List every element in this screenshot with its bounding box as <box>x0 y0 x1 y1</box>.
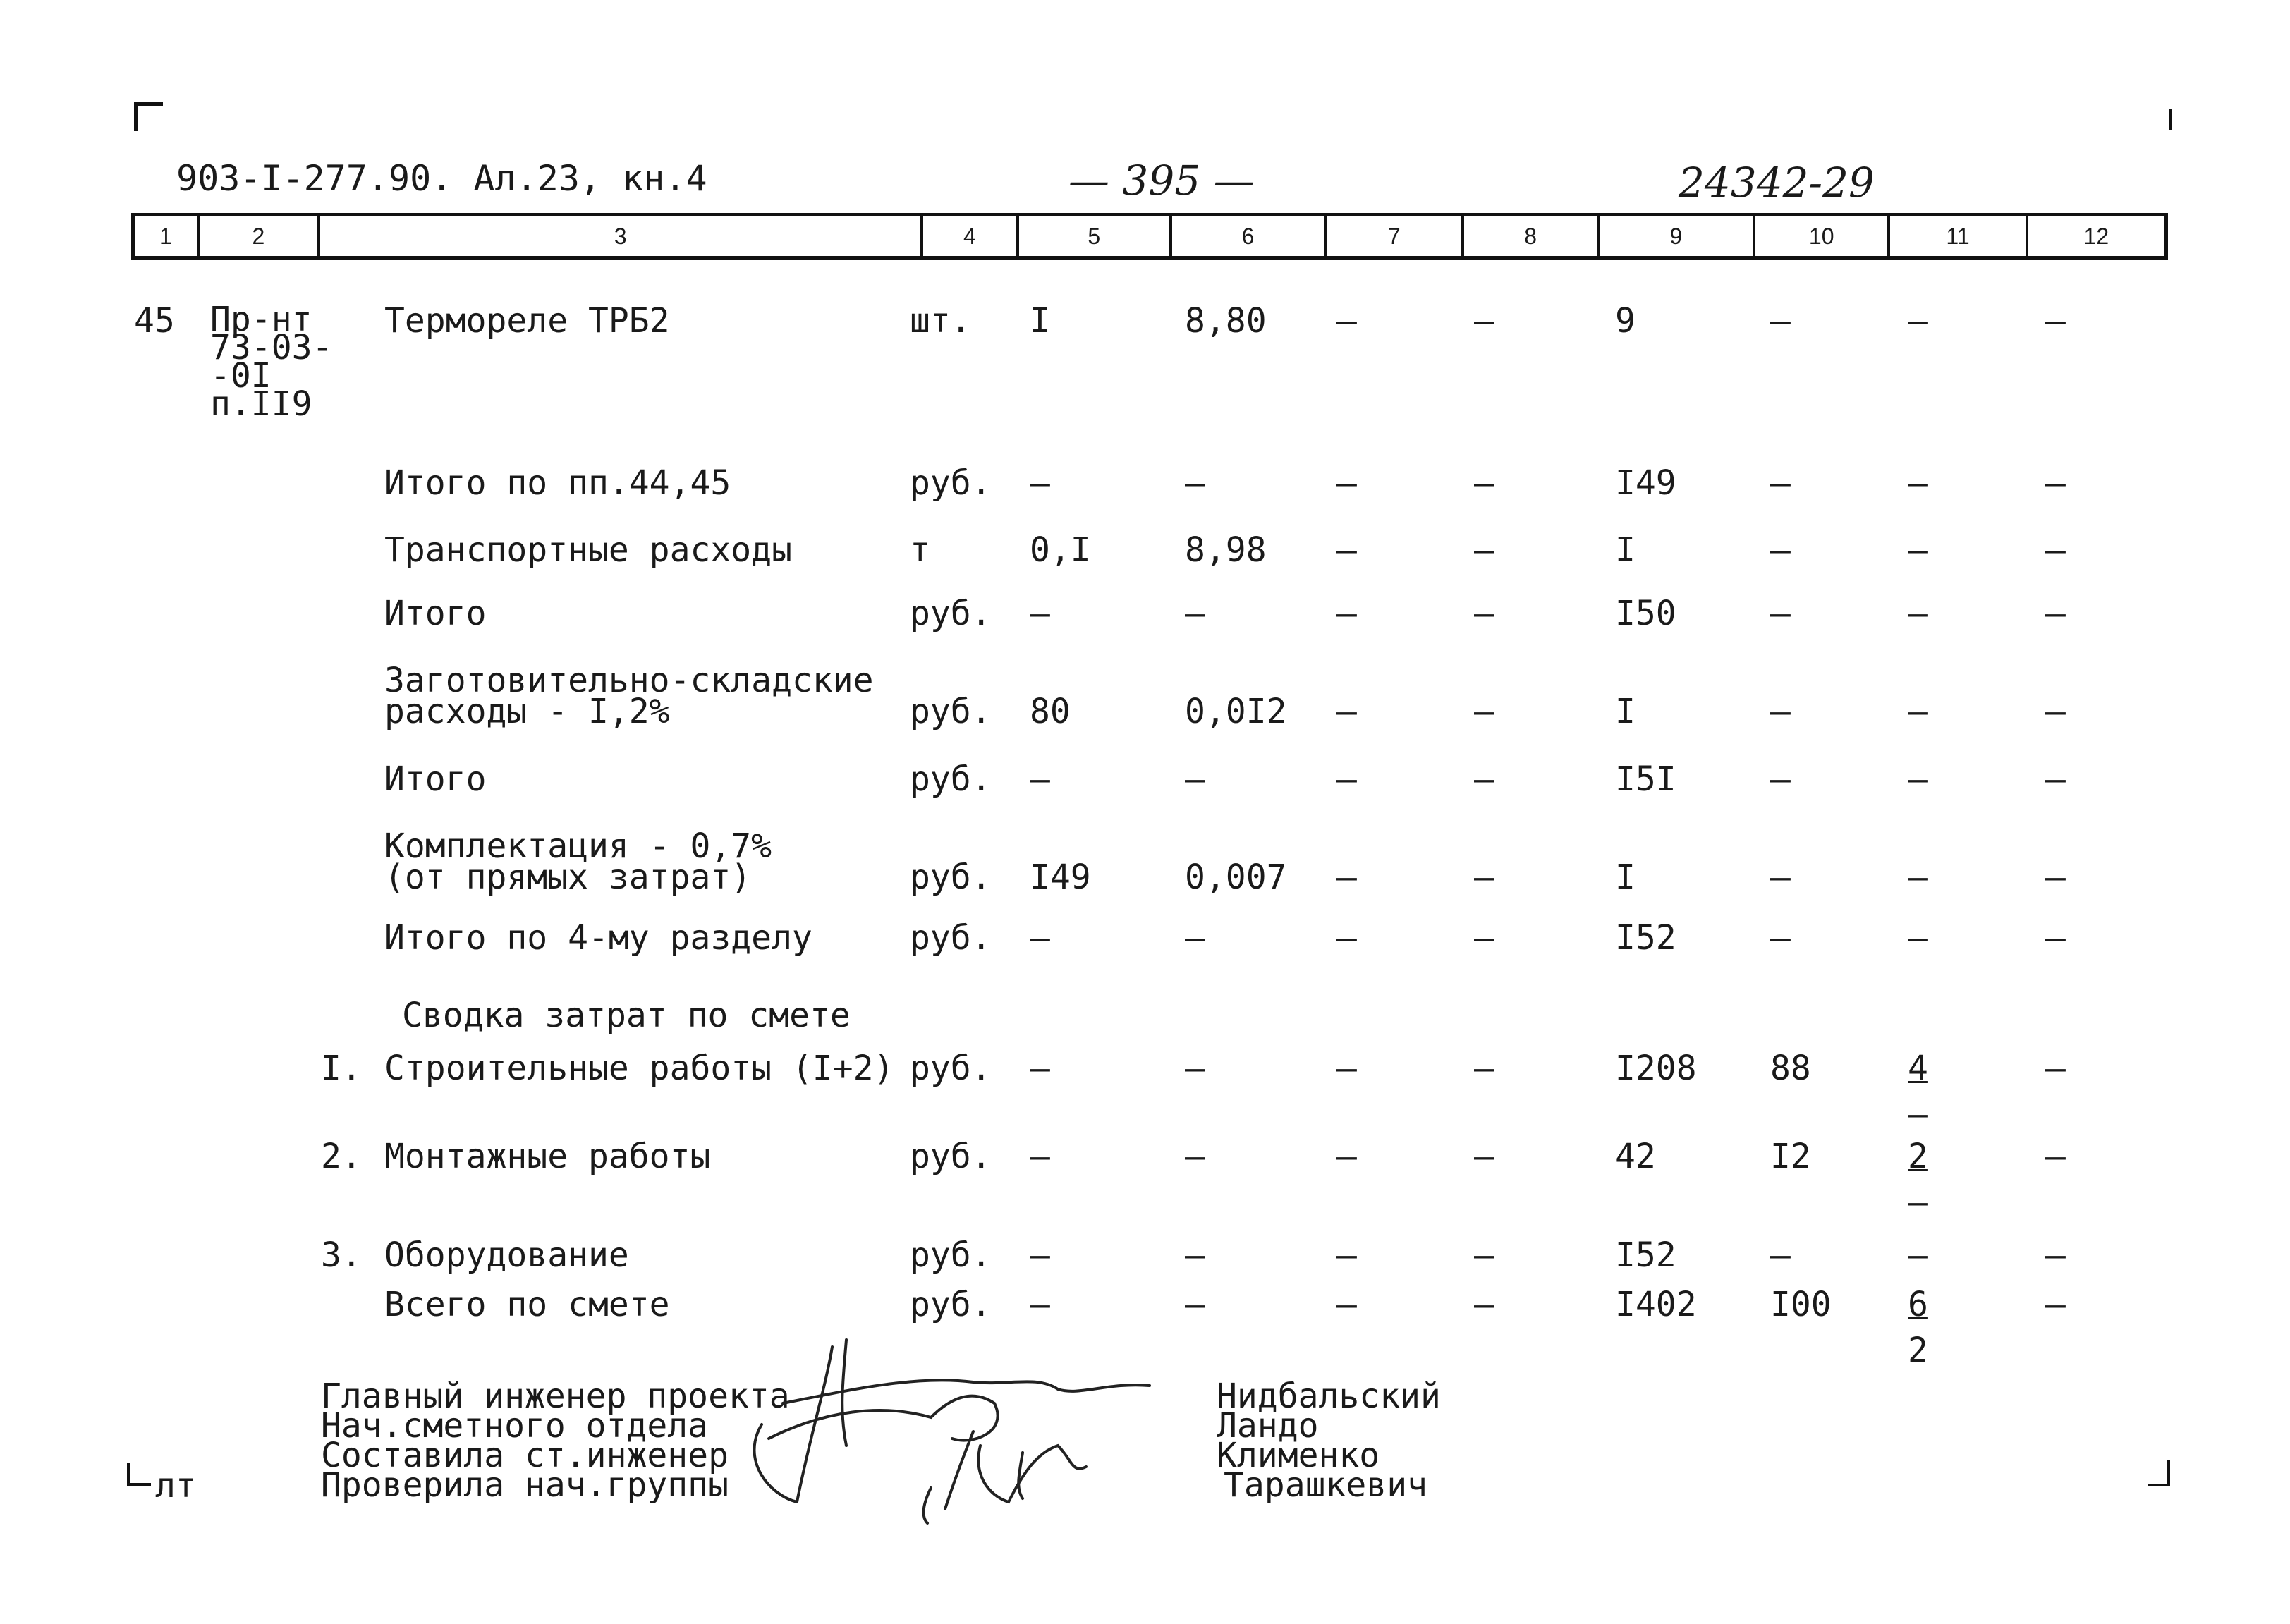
cell-unit: шт. <box>910 301 971 341</box>
cell-c8: – <box>1474 1137 1494 1176</box>
row-name: Итого <box>384 594 487 633</box>
corner-mark-top-left <box>134 102 163 131</box>
cell-c8: – <box>1474 463 1494 503</box>
cell-c9: 42 <box>1615 1137 1656 1176</box>
column-header-5: 5 <box>1019 216 1172 256</box>
cell-c11: – <box>1908 857 1928 897</box>
cell-c11-lower: – <box>1908 1183 1928 1222</box>
cell-c7: – <box>1336 301 1357 341</box>
row-reference: Пр-нт <box>210 300 312 339</box>
document-number: 24342-29 <box>1679 159 1875 207</box>
document-code: 903-I-277.90. Ал.23, кн.4 <box>176 158 707 199</box>
cell-c10: – <box>1770 463 1791 503</box>
signature-scribbles <box>741 1326 1164 1537</box>
column-header-2: 2 <box>200 216 320 256</box>
column-header-6: 6 <box>1172 216 1327 256</box>
row-name: Строительные работы (I+2) <box>384 1049 894 1088</box>
cell-c7: – <box>1336 1049 1357 1088</box>
signature-name: Тарашкевич <box>1224 1465 1427 1505</box>
row-name: Итого по пп.44,45 <box>384 463 731 503</box>
cell-c10: I00 <box>1770 1285 1832 1324</box>
cell-c11: – <box>1908 759 1928 799</box>
cell-c12: – <box>2045 692 2066 731</box>
cell-c11-lower: 2 <box>1908 1331 1928 1370</box>
cell-unit: руб. <box>910 1049 992 1088</box>
cell-c5: – <box>1030 463 1050 503</box>
cell-c12: – <box>2045 857 2066 897</box>
signature-name: Клименко <box>1217 1436 1380 1475</box>
cell-c5: – <box>1030 594 1050 633</box>
cell-c6: 0,0I2 <box>1185 692 1287 731</box>
column-header-3: 3 <box>320 216 923 256</box>
cell-c7: – <box>1336 463 1357 503</box>
cell-c12: – <box>2045 759 2066 799</box>
column-header-row <box>131 213 2168 260</box>
row-name: Всего по смете <box>384 1285 670 1324</box>
cell-c6: – <box>1185 1137 1205 1176</box>
cell-c10: – <box>1770 692 1791 731</box>
cell-c10: I2 <box>1770 1137 1811 1176</box>
row-section-number: I. <box>321 1049 362 1088</box>
cell-c10: 88 <box>1770 1049 1811 1088</box>
cell-c5: – <box>1030 1285 1050 1324</box>
cell-c12: – <box>2045 301 2066 341</box>
cell-c8: – <box>1474 594 1494 633</box>
cell-c9: I50 <box>1615 594 1676 633</box>
row-name: Транспортные расходы <box>384 530 792 570</box>
cell-c6: 0,007 <box>1185 857 1287 897</box>
cell-c12: – <box>2045 1235 2066 1275</box>
cell-c7: – <box>1336 692 1357 731</box>
cell-c8: – <box>1474 1049 1494 1088</box>
row-number: 45 <box>134 301 175 341</box>
signature-role: Нач.сметного отдела <box>321 1406 709 1446</box>
cell-c6: 8,80 <box>1185 301 1267 341</box>
cell-c5: 80 <box>1030 692 1071 731</box>
signature-name: Нидбальский <box>1217 1376 1441 1416</box>
cell-c5: 0,I <box>1030 530 1091 570</box>
cell-c8: – <box>1474 759 1494 799</box>
cell-unit: руб. <box>910 692 992 731</box>
cell-c9: I <box>1615 692 1636 731</box>
cell-c9: I52 <box>1615 918 1676 958</box>
column-header-1: 1 <box>135 216 200 256</box>
cell-c6: – <box>1185 759 1205 799</box>
cell-c7: – <box>1336 530 1357 570</box>
cell-c8: – <box>1474 530 1494 570</box>
column-header-12: 12 <box>2083 223 2109 249</box>
cell-c11: 6 <box>1908 1285 1928 1324</box>
signature-role: Главный инженер проекта <box>321 1376 790 1416</box>
row-name: Сводка затрат по смете <box>402 996 851 1035</box>
cell-c7: – <box>1336 857 1357 897</box>
cell-c7: – <box>1336 759 1357 799</box>
cell-c7: – <box>1336 918 1357 958</box>
cell-unit: руб. <box>910 1235 992 1275</box>
cell-c10: – <box>1770 857 1791 897</box>
row-reference: -0I <box>210 356 272 396</box>
cell-c10: – <box>1770 918 1791 958</box>
cell-unit: руб. <box>910 857 992 897</box>
cell-c9: I208 <box>1615 1049 1697 1088</box>
row-name: Оборудование <box>384 1235 629 1275</box>
column-header-4: 4 <box>923 216 1019 256</box>
cell-unit: руб. <box>910 1285 992 1324</box>
cell-unit: т <box>910 530 930 570</box>
cell-c12: – <box>2045 1137 2066 1176</box>
cell-c5: – <box>1030 1235 1050 1275</box>
signature-role: Составила ст.инженер <box>321 1436 729 1475</box>
cell-c12: – <box>2045 1285 2066 1324</box>
cell-c9: I5I <box>1615 759 1676 799</box>
row-reference: 73-03- <box>210 328 333 367</box>
cell-c12: – <box>2045 1049 2066 1088</box>
cell-c11: – <box>1908 692 1928 731</box>
margin-mark: лт <box>155 1466 196 1506</box>
column-header-7: 7 <box>1327 216 1464 256</box>
cell-unit: руб. <box>910 594 992 633</box>
cell-c5: I49 <box>1030 857 1091 897</box>
cell-c8: – <box>1474 1285 1494 1324</box>
cell-c8: – <box>1474 918 1494 958</box>
cell-c6: – <box>1185 1049 1205 1088</box>
row-name: Итого <box>384 759 487 799</box>
cell-c5: I <box>1030 301 1050 341</box>
cell-c8: – <box>1474 301 1494 341</box>
row-section-number: 3. <box>321 1235 362 1275</box>
cell-c11: – <box>1908 463 1928 503</box>
cell-c8: – <box>1474 692 1494 731</box>
row-name: Итого по 4-му разделу <box>384 918 812 958</box>
row-name: Термореле ТРБ2 <box>384 301 670 341</box>
cell-c10: – <box>1770 594 1791 633</box>
column-header-10: 10 <box>1755 216 1890 256</box>
corner-mark-top-right <box>2169 109 2172 130</box>
cell-c11: 4 <box>1908 1049 1928 1088</box>
cell-c10: – <box>1770 759 1791 799</box>
cell-unit: руб. <box>910 1137 992 1176</box>
column-header-11: 11 <box>1890 216 2028 256</box>
corner-mark-bottom-left <box>127 1463 151 1486</box>
row-name: расходы - I,2% <box>384 692 670 731</box>
cell-c12: – <box>2045 594 2066 633</box>
row-name: Монтажные работы <box>384 1137 711 1176</box>
cell-c9: I52 <box>1615 1235 1676 1275</box>
row-reference: п.II9 <box>210 384 312 424</box>
column-header-9: 9 <box>1600 216 1755 256</box>
cell-c9: I <box>1615 857 1636 897</box>
cell-unit: руб. <box>910 463 992 503</box>
cell-c6: 8,98 <box>1185 530 1267 570</box>
signature-role: Проверила нач.группы <box>321 1465 729 1505</box>
cell-c5: – <box>1030 1049 1050 1088</box>
cell-c6: – <box>1185 463 1205 503</box>
cell-c7: – <box>1336 594 1357 633</box>
column-header-8: 8 <box>1464 216 1599 256</box>
cell-c10: – <box>1770 530 1791 570</box>
cell-c6: – <box>1185 1235 1205 1275</box>
cell-c9: I402 <box>1615 1285 1697 1324</box>
cell-c11: – <box>1908 1235 1928 1275</box>
cell-c9: 9 <box>1615 301 1636 341</box>
cell-c5: – <box>1030 1137 1050 1176</box>
cell-unit: руб. <box>910 918 992 958</box>
cell-c6: – <box>1185 594 1205 633</box>
cell-c8: – <box>1474 857 1494 897</box>
cell-c11: – <box>1908 301 1928 341</box>
cell-c10: – <box>1770 1235 1791 1275</box>
cell-c5: – <box>1030 759 1050 799</box>
row-section-number: 2. <box>321 1137 362 1176</box>
cell-unit: руб. <box>910 759 992 799</box>
cell-c7: – <box>1336 1235 1357 1275</box>
cell-c5: – <box>1030 918 1050 958</box>
cell-c11: – <box>1908 530 1928 570</box>
cell-c7: – <box>1336 1137 1357 1176</box>
cell-c6: – <box>1185 1285 1205 1324</box>
cell-c12: – <box>2045 530 2066 570</box>
row-name: (от прямых затрат) <box>384 857 752 897</box>
cell-c9: I49 <box>1615 463 1676 503</box>
row-name: Заготовительно-складские <box>384 661 874 700</box>
cell-c12: – <box>2045 463 2066 503</box>
page-number: — 395 — <box>1068 157 1255 204</box>
signature-name: Ландо <box>1217 1406 1319 1446</box>
cell-c10: – <box>1770 301 1791 341</box>
cell-c11: 2 <box>1908 1137 1928 1176</box>
corner-mark-bottom-right <box>2148 1460 2170 1486</box>
cell-c11-lower: – <box>1908 1094 1928 1134</box>
cell-c6: – <box>1185 918 1205 958</box>
cell-c7: – <box>1336 1285 1357 1324</box>
cell-c12: – <box>2045 918 2066 958</box>
cell-c9: I <box>1615 530 1636 570</box>
cell-c11: – <box>1908 918 1928 958</box>
row-name: Комплектация - 0,7% <box>384 826 772 866</box>
cell-c11: – <box>1908 594 1928 633</box>
cell-c8: – <box>1474 1235 1494 1275</box>
